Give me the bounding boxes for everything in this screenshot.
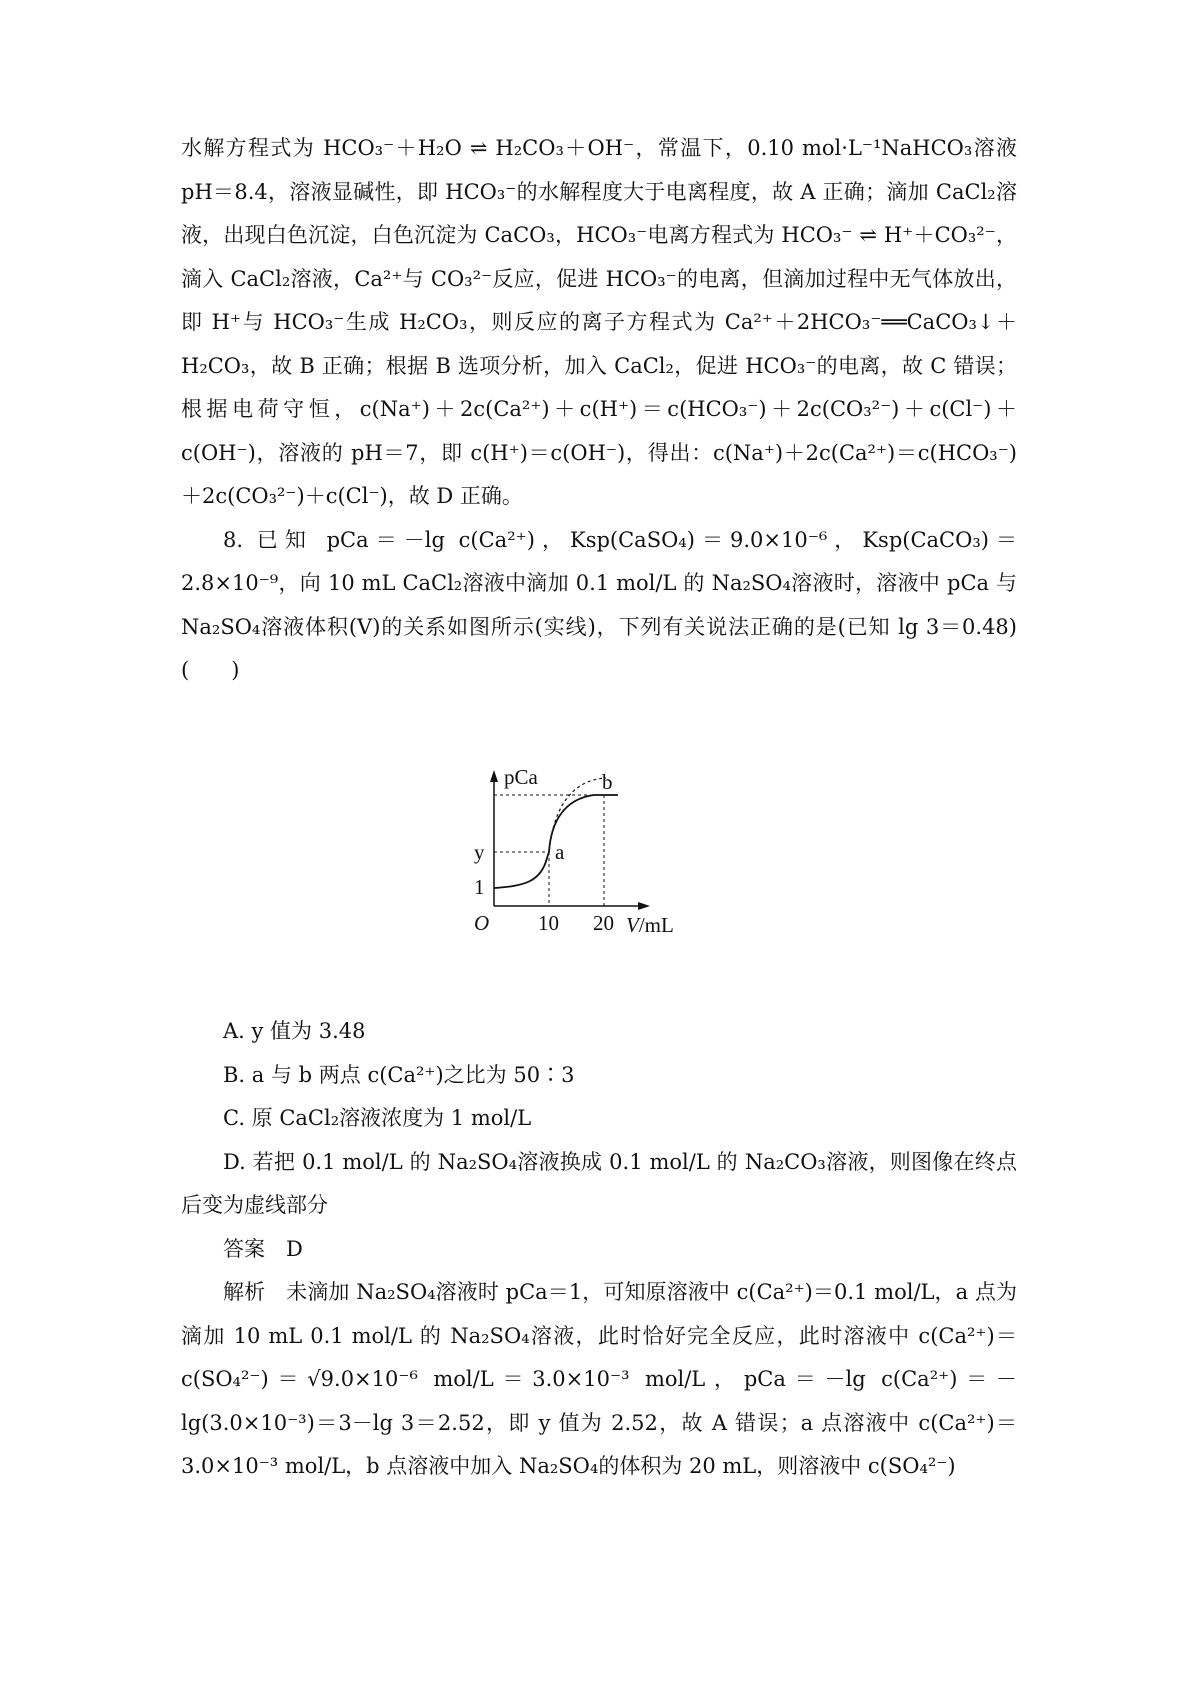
option-b: B. a 与 b 两点 c(Ca²⁺)之比为 50∶3 bbox=[223, 1062, 575, 1087]
question-8-stem: 8. 已知 pCa＝－lg c(Ca²⁺)，Ksp(CaSO₄)＝9.0×10⁻⁶，Ksp(CaCO₃)＝2.8×10⁻⁹，向 10 mL CaCl₂溶液中滴加 0.1 mol/L 的 Na₂SO₄溶液时，溶液中 pCa 与 Na₂SO₄溶液体积(V)的关系如图所示(实线)，下列有关说法正确的是(已知 lg 3＝0.48)( ) bbox=[181, 527, 1017, 682]
x-axis-label: V/mL bbox=[626, 913, 674, 937]
option-d: D. 若把 0.1 mol/L 的 Na₂SO₄溶液换成 0.1 mol/L 的 Na₂CO₃溶液，则图像在终点后变为虚线部分 bbox=[181, 1149, 1017, 1217]
option-c: C. 原 CaCl₂溶液浓度为 1 mol/L bbox=[223, 1106, 532, 1130]
x-tick-20: 20 bbox=[593, 911, 614, 935]
point-a-label: a bbox=[555, 840, 565, 864]
body-text-bottom bbox=[181, 1010, 1017, 1489]
origin-label: O bbox=[474, 911, 490, 935]
pca-graph bbox=[460, 770, 720, 1010]
answer-line: 答案 D bbox=[223, 1236, 303, 1261]
y-tick-y: y bbox=[474, 840, 485, 864]
y-axis-arrow bbox=[490, 770, 498, 782]
pca-volume-figure bbox=[460, 770, 720, 1010]
x-axis-arrow bbox=[638, 902, 650, 910]
option-a: A. y 值为 3.48 bbox=[223, 1019, 366, 1043]
analysis-paragraph: 解析 未滴加 Na₂SO₄溶液时 pCa＝1，可知原溶液中 c(Ca²⁺)＝0.1 mol/L，a 点为滴加 10 mL 0.1 mol/L 的 Na₂SO₄溶液，此时恰好完全反应，此时溶液中 c(Ca²⁺)＝c(SO₄²⁻)＝√9.0×10⁻⁶ mol/L＝3.0×10⁻³ mol/L，pCa＝－lg c(Ca²⁺)＝－lg(3.0×10⁻³)＝3－lg 3＝2.52，即 y 值为 2.52，故 A 错误；a 点溶液中 c(Ca²⁺)＝3.0×10⁻³ mol/L，b 点溶液中加入 Na₂SO₄的体积为 20 mL，则溶液中 c(SO₄²⁻) bbox=[181, 1280, 1017, 1478]
point-b-label: b bbox=[602, 770, 613, 794]
y-axis-label: pCa bbox=[504, 770, 538, 789]
explanation-paragraph: 水解方程式为 HCO₃⁻＋H₂O ⇌ H₂CO₃＋OH⁻，常温下，0.10 mol·L⁻¹NaHCO₃溶液 pH＝8.4，溶液显碱性，即 HCO₃⁻的水解程度大于电离程度，故 A 正确；滴加 CaCl₂溶液，出现白色沉淀，白色沉淀为 CaCO₃，HCO₃⁻电离方程式为 HCO₃⁻ ⇌ H⁺＋CO₃²⁻，滴入 CaCl₂溶液，Ca²⁺与 CO₃²⁻反应，促进 HCO₃⁻的电离，但滴加过程中无气体放出，即 H⁺与 HCO₃⁻生成 H₂CO₃，则反应的离子方程式为 Ca²⁺＋2HCO₃⁻══CaCO₃↓＋H₂CO₃，故 B 正确；根据 B 选项分析，加入 CaCl₂，促进 HCO₃⁻的电离，故 C 错误；根据电荷守恒，c(Na⁺)＋2c(Ca²⁺)＋c(H⁺)＝c(HCO₃⁻)＋2c(CO₃²⁻)＋c(Cl⁻)＋c(OH⁻)，溶液的 pH＝7，即 c(H⁺)＝c(OH⁻)，得出：c(Na⁺)＋2c(Ca²⁺)＝c(HCO₃⁻)＋2c(CO₃²⁻)＋c(Cl⁻)，故 D 正确。 bbox=[181, 136, 1017, 508]
body-text-top bbox=[181, 127, 1017, 693]
x-tick-10: 10 bbox=[538, 911, 559, 935]
y-tick-1: 1 bbox=[474, 875, 485, 899]
